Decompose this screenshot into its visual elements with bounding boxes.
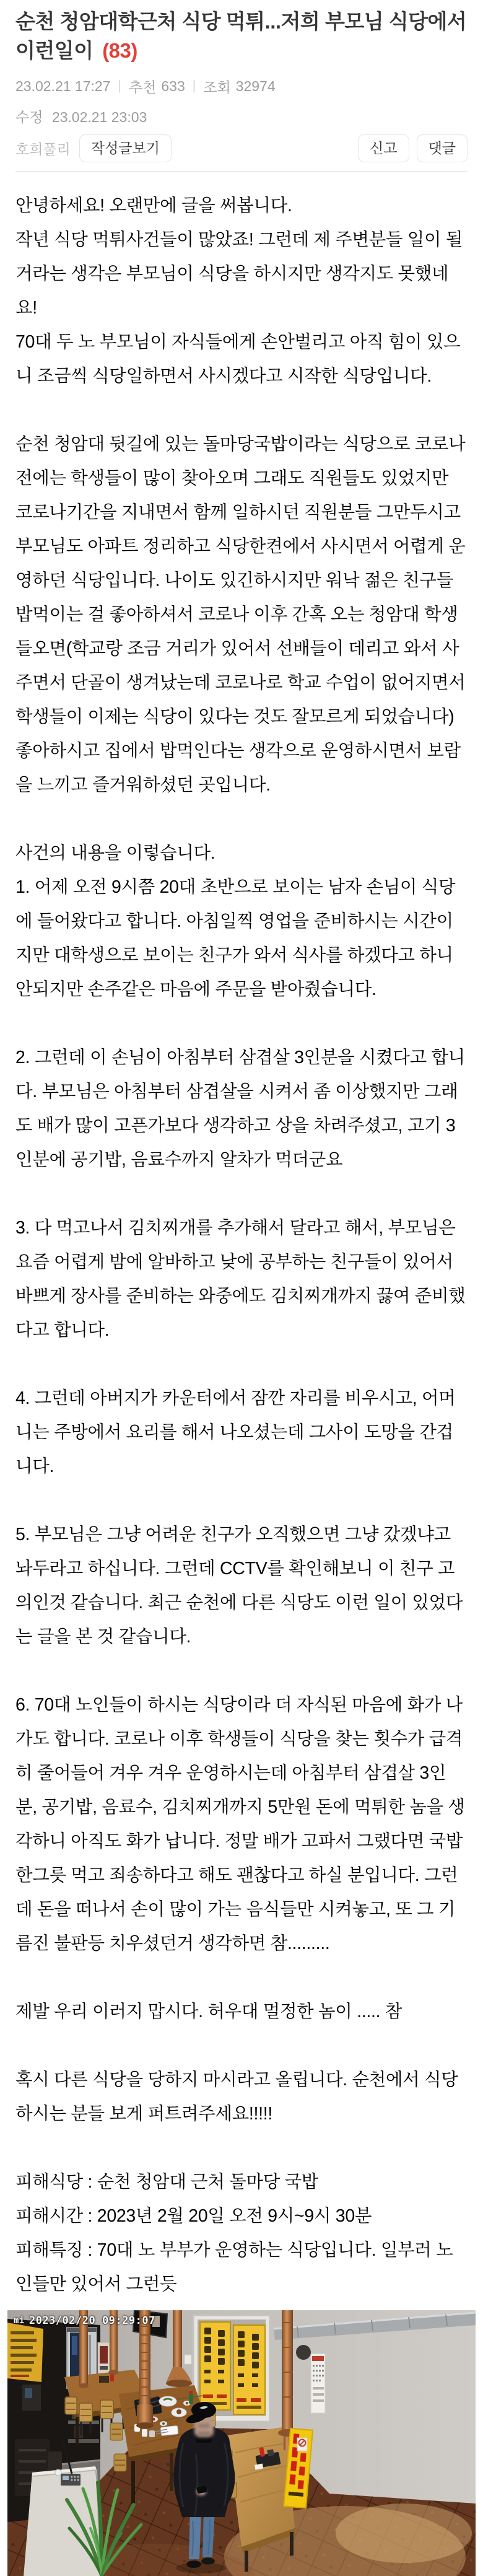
post-paragraph: 작년 식당 먹튀사건들이 많았죠! 그런데 제 주변분들 일이 될거라는 생각은 부모님이 식당을 하시지만 생각지도 못했네요! (15, 230, 463, 318)
report-button[interactable]: 신고 (358, 134, 409, 163)
post-paragraph: 피해특징 : 70대 노 부부가 운영하는 식당입니다. 일부러 노인들만 있어서 그런듯 (15, 2240, 453, 2295)
author-nickname: 호희풀리 (15, 141, 71, 158)
menu-poster-1 (200, 2322, 230, 2410)
comment-count: (83) (102, 38, 137, 62)
likes-label: 추천 (128, 79, 157, 95)
post-paragraph: 피해식당 : 순천 청암대 근처 돌마당 국밥 (15, 2172, 319, 2193)
menu-poster-2 (233, 2325, 265, 2414)
meta-separator: | (192, 79, 196, 94)
post-paragraph: 혹시 다른 식당을 당하지 마시라고 올립니다. 순천에서 식당하시는 분들 보게 퍼트려주세요!!!!! (15, 2070, 458, 2124)
cctv-scene (7, 2310, 476, 2576)
post-paragraph: 제발 우리 이러지 맙시다. 허우대 멀정한 놈이 ..... 참 (15, 2002, 402, 2022)
post-paragraph: 5. 부모님은 그냥 어려운 친구가 오직했으면 그냥 갔겠냐고 놔두라고 하십니다. 그런데 CCTV를 확인해보니 이 친구 고의인것 같습니다. 최근 순천에 다른 식당도 이런 일이 있었다는 글을 본 것 같습니다. (15, 1525, 463, 1647)
post-paragraph: 순천 청암대 뒷길에 있는 돌마당국밥이라는 식당으로 코로나전에는 학생들이 많이 찾아오며 그래도 직원들도 있었지만 코로나기간을 지내면서 함께 일하시던 직원분들 그만두시고 부모님도 아파트 정리하고 식당한켠에서 사시면서 어렵게 운영하던 식당입니다. 나이도 있긴하시지만 워낙 젊은 친구들 밥먹이는 걸 좋아하셔서 코로나 이후 간혹 오는 청암대 학생들오면(학교랑 조금 거리가 있어서 선배들이 데리고 와서 사주면서 단골이 생겨났는데 코로나로 학교 수업이 없어지면서 학생들이 이제는 식당이 있다는 것도 잘모르게 되었습니다) 좋아하시고 집에서 밥먹인다는 생각으로 운영하시면서 보람을 느끼고 즐거워하셨던 곳입니다. (15, 434, 466, 795)
page-title (15, 7, 468, 66)
meta-separator: | (118, 79, 121, 94)
menu-board-left (7, 2323, 43, 2382)
post-paragraph: 4. 그런데 아버지가 카운터에서 잠깐 자리를 비우시고, 어머니는 주방에서 요리를 해서 나오셨는데 그사이 도망을 간겁니다. (15, 1388, 456, 1477)
author-row (15, 134, 468, 163)
light-switch (185, 2355, 191, 2364)
header-actions (358, 134, 468, 163)
post-body (0, 172, 483, 2302)
modified-date: 23.02.21 23:03 (51, 108, 147, 125)
post-paragraph: 6. 70대 노인들이 하시는 식당이라 더 자식된 마음에 화가 나가도 합니다. 코로나 이후 학생들이 식당을 찾는 횟수가 급격히 줄어들어 겨우 겨우 운영하시는데 아침부터 삼겹살 3인분, 공기밥, 음료수, 김치찌개까지 5만원 돈에 먹튀한 놈을 생각하니 아직도 화가 납니다. 정말 배가 고파서 그랬다면 국밥 한그릇 먹고 죄송하다고 해도 괜찮다고 하실 분입니다. 그런데 돈을 떠나서 손이 많이 가는 음식들만 시켜놓고, 또 그 기름진 불판등 치우셨던거 생각하면 참......... (15, 1695, 465, 1954)
post-paragraph: 2. 그런데 이 손님이 아침부터 삼겹살 3인분을 시켰다고 합니다. 부모님은 아침부터 삼겹살을 시켜서 좀 이상했지만 그래도 배가 많이 고픈가보다 생각하고 상을 차려주셨고, 고기 3인분에 공기밥, 음료수까지 알차가 먹더군요 (15, 1048, 465, 1170)
no-smoking-sign (297, 2438, 307, 2451)
views-label: 조회 (203, 79, 231, 95)
post-paragraph: 피해시간 : 2023년 2월 20일 오전 9시~9시 30분 (15, 2206, 372, 2227)
post-title-text: 순천 청암대학근처 식당 먹튀...저희 부모님 식당에서 이런일이 (15, 10, 467, 62)
post-paragraph: 사건의 내용을 이렇습니다. (15, 843, 215, 864)
cctv-image (7, 2310, 476, 2576)
modified-label: 수정 (15, 108, 43, 125)
post-meta (15, 76, 468, 97)
post-paragraph: 3. 다 먹고나서 김치찌개를 추가해서 달라고 해서, 부모님은 요즘 어렵게 밤에 알바하고 낮에 공부하는 친구들이 있어서 바쁘게 장사를 준비하는 와중에도 김치찌개까지 끓여 준비했다고 합니다. (15, 1218, 466, 1341)
cctv-timestamp (12, 2315, 155, 2327)
calendar (311, 2354, 325, 2413)
post-paragraph: 1. 어제 오전 9시쯤 20대 초반으로 보이는 남자 손님이 식당에 들어왔다고 합니다. 아침일찍 영업을 준비하시는 시간이지만 대학생으로 보이는 친구가 와서 식사를 하겠다고 하니 안되지만 손주같은 마음에 주문을 받아줬습니다. (15, 877, 456, 1000)
camera-brand-logo: mi (14, 2316, 25, 2326)
post-date: 23.02.21 17:27 (15, 77, 111, 94)
likes-count: 633 (161, 77, 185, 94)
post-modified (15, 106, 468, 126)
post-paragraph: 안녕하세요! 오랜만에 글을 써봅니다. (15, 196, 292, 216)
post-paragraph: 70대 두 노 부모님이 자식들에게 손안벌리고 아직 힘이 있으니 조금씩 식당일하면서 사시겠다고 시작한 식당입니다. (15, 332, 461, 387)
cctv-datetime: 2023/02/20 09:29:07 (28, 2315, 155, 2328)
views-count: 32974 (235, 77, 276, 94)
comments-button[interactable]: 댓글 (417, 134, 468, 163)
post-header (0, 0, 483, 172)
view-author-posts-button[interactable]: 작성글보기 (79, 134, 172, 163)
